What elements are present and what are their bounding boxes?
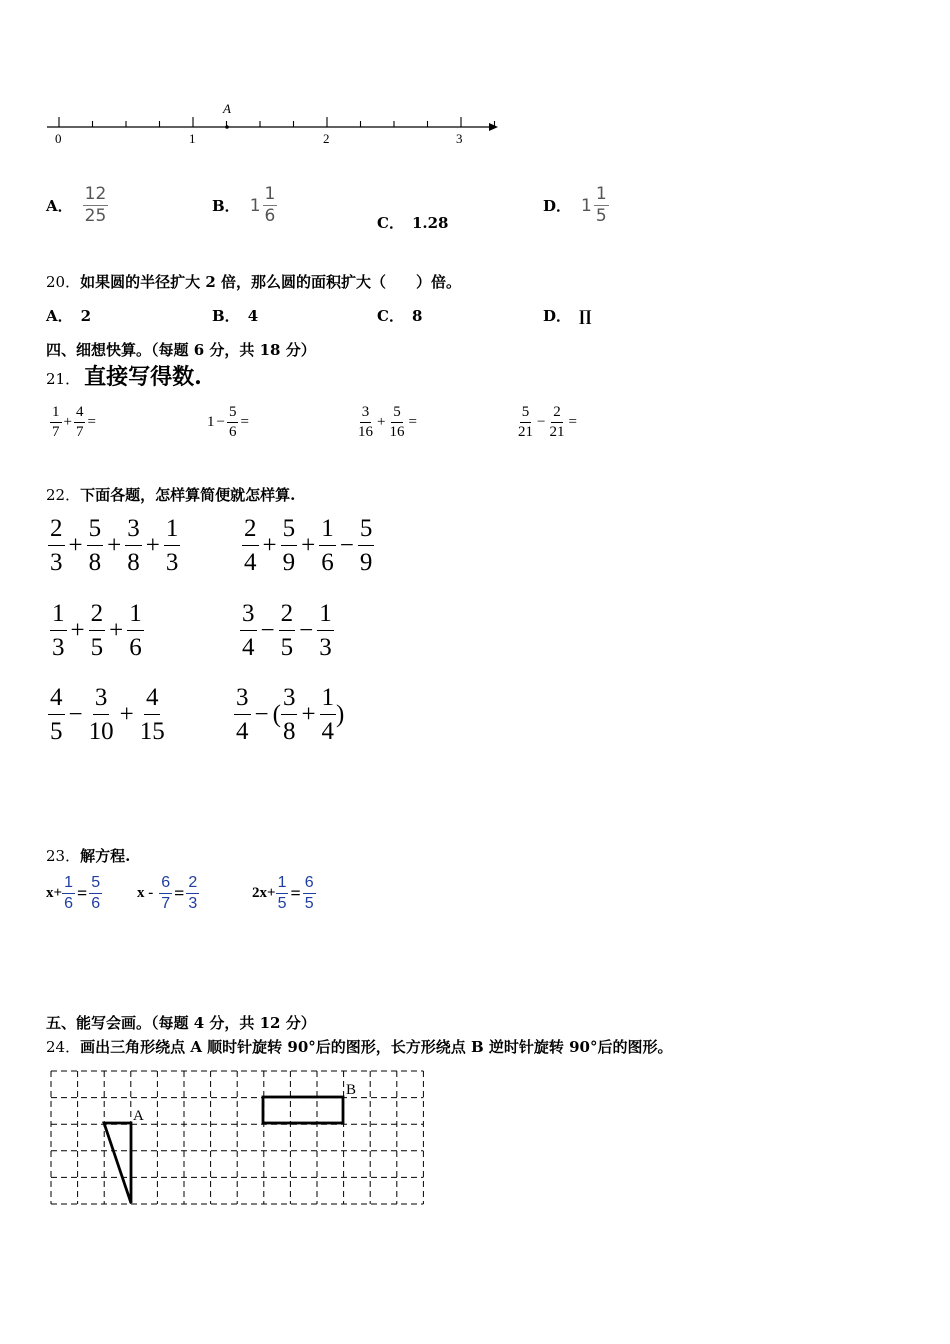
number-line-figure [40,98,510,150]
q24-stem: 24．画出三角形绕点 A 顺时针旋转 90°后的图形，长方形绕点 B 逆时针旋转 90°后的图形。 [46,1038,673,1056]
q22-expr-5: $\frac{4}{5}$ − $\frac{3}{10}$ + $\frac{4}{15}$ [50,684,165,745]
option-letter: D． [543,197,572,215]
q22-expr-4: $\frac{3}{4}$ − $\frac{2}{5}$ − $\frac{1}{3}$ [242,600,332,661]
number-line-arrow [489,123,498,131]
tick-label-0: 0 [55,131,62,146]
triangle-shape [104,1123,131,1203]
option-value: 1.28 [411,214,449,232]
option-letter: A． [46,197,73,215]
q23-equation-3: 2x+ $\frac{1}{5}$ = $\frac{6}{5}$ [252,874,314,912]
number-line-ticks [59,117,495,127]
q19-option-c[interactable] [377,212,449,233]
q20-option-c[interactable]: C． 8 [377,307,423,325]
q23-equation-2: x - $\frac{6}{7}$ = $\frac{2}{3}$ [137,874,198,912]
q19-option-b[interactable] [212,186,277,225]
q23-stem: 23．解方程. [46,847,131,865]
option-fraction: $\frac{12}{25}$ [84,184,107,226]
point-a-grid-label: A [133,1108,144,1124]
q22-expr-2: $\frac{2}{4}$ + $\frac{5}{9}$ + $\frac{1}{6}$ − $\frac{5}{9}$ [244,515,373,576]
q24-grid-figure [44,1064,434,1210]
q23-equation-1: x+ $\frac{1}{6}$ = $\frac{5}{6}$ [46,874,101,912]
tick-label-3: 3 [456,131,463,146]
q21-heading: 21． 直接写得数. [46,364,202,390]
q22-stem: 22．下面各题，怎样算简便就怎样算. [46,486,296,504]
option-mixed-number: 1 $\frac{1}{6}$ [249,184,276,226]
q22-expr-3: $\frac{1}{3}$ + $\frac{2}{5}$ + $\frac{1}{6}$ [52,600,142,661]
tick-label-2: 2 [323,131,330,146]
tick-label-1: 1 [189,131,196,146]
point-a-dot [225,125,229,129]
rectangle-shape [263,1097,343,1123]
section-4-heading: 四、细想快算。（每题 6 分，共 18 分） [46,341,316,359]
q20-stem: 20．如果圆的半径扩大 2 倍，那么圆的面积扩大（ ）倍。 [46,273,461,291]
q20-option-d[interactable]: D． ∏ [543,307,592,325]
q21-item-1: $\frac{1}{7}$ + $\frac{4}{7}$ = [52,404,96,440]
q21-item-4: $\frac{5}{21}$ − $\frac{2}{21}$ = [518,404,577,440]
q22-expr-6: $\frac{3}{4}$ − ( $\frac{3}{8}$ + $\frac{1}{4}$ ) [236,684,345,745]
point-b-grid-label: B [346,1082,357,1098]
point-a-label: A [223,101,231,116]
q20-option-a[interactable]: A． 2 [46,307,92,325]
option-letter: B． [212,197,240,215]
q21-item-2: 1 − $\frac{5}{6}$ = [207,404,249,440]
q20-option-b[interactable]: B． 4 [212,307,259,325]
option-letter: C． [377,214,404,232]
q19-option-d[interactable] [543,186,609,225]
option-mixed-number: 1 $\frac{1}{5}$ [581,184,607,226]
q22-expr-1: $\frac{2}{3}$ + $\frac{5}{8}$ + $\frac{3}{8}$ + $\frac{1}{3}$ [50,515,179,576]
dashed-grid [51,1071,423,1204]
section-5-heading: 五、能写会画。（每题 4 分，共 12 分） [46,1014,316,1032]
q19-option-a[interactable] [46,186,108,225]
q21-item-3: $\frac{3}{16}$ + $\frac{5}{16}$ = [358,404,417,440]
